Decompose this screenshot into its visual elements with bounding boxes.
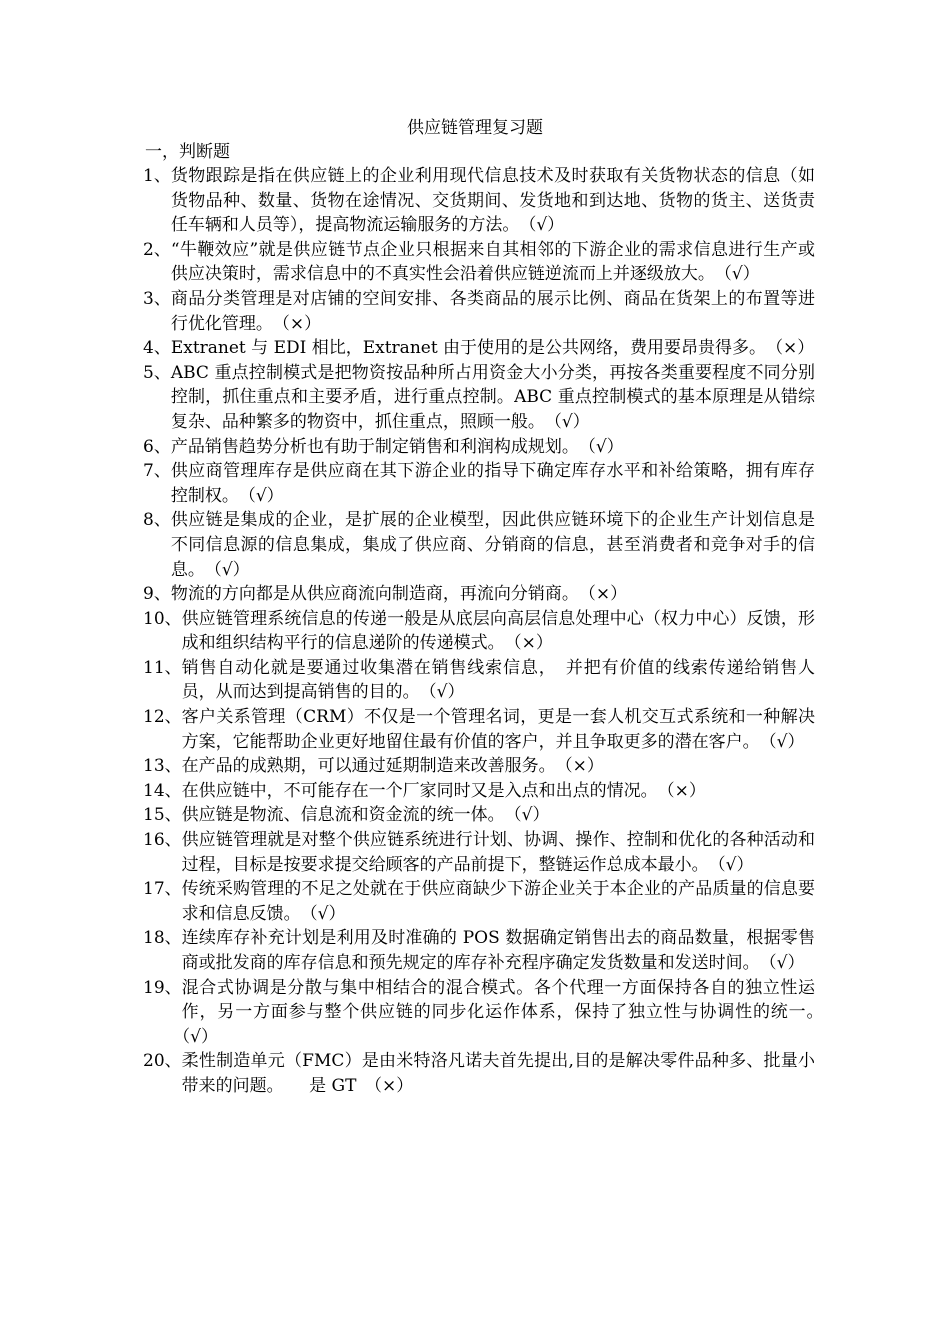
question-number: 6、 [143,436,171,457]
question-number: 16、 [143,830,182,851]
question-item [143,803,815,828]
question-item [143,607,815,656]
question-body [182,877,815,926]
question-item [143,976,815,1050]
question-text: 在产品的成熟期，可以通过延期制造来改善服务。 [181,756,548,777]
question-body [171,508,815,582]
question-item [143,1049,815,1098]
question-text: 混合式协调是分散与集中相结合的混合模式。各个代理一方面保持各自的独立性运作，另一方面参与整个供应链的同步化运作体系，保持了独立性与协调性的统一。 [181,977,815,1023]
question-number: 5、 [143,362,171,383]
question-text: 在供应链中，不可能存在一个厂家同时又是入点和出点的情况。 [181,780,650,801]
question-item [143,705,815,754]
document-title: 供应链管理复习题 [407,118,543,138]
question-item [143,877,815,926]
question-answer: （√） [513,805,550,826]
question-text: 传统采购管理的不足之处就在于供应商缺少下游企业关于本企业的产品质量的信息要求和信息反馈。 [181,879,815,924]
question-body [171,287,815,336]
question-answer: （√） [213,559,250,580]
question-item [143,656,815,705]
question-item [143,459,815,508]
question-body [171,238,815,287]
question-number: 10、 [143,608,182,629]
question-text: 产品销售趋势分析也有助于制定销售和利润构成规划。 [170,436,571,457]
question-number: 3、 [143,288,171,309]
question-text: 客户关系管理（CRM）不仅是一个管理名词，更是一套人机交互式系统和一种解决方案，它能帮助企业更好地留住最有价值的客户，并且争取更多的潜在客户。 [181,707,815,752]
question-number: 19、 [143,977,182,998]
question-item [143,754,815,779]
question-answer: （×） [513,633,553,654]
question-body [171,582,815,607]
question-body [182,828,815,877]
question-body [182,779,815,804]
question-text: “牛鞭效应”就是供应链节点企业只根据来自其相邻的下游企业的需求信息进行生产或供应决策时，需求信息中的不真实性会沿着供应链逆流而上并逐级放大。 [170,239,815,285]
question-number: 2、 [143,239,171,260]
question-item [143,435,815,460]
question-answer: （√） [247,485,284,506]
question-text: 货物跟踪是指在供应链上的企业利用现代信息技术及时获取有关货物状态的信息（如货物品种、数量、货物在途情况、交货期间、发货地和到达地、货物的货主、送货责任车辆和人员等），提高物流运输服务的方法。 [170,166,815,236]
question-list [143,164,815,1099]
question-number: 20、 [143,1051,182,1072]
question-text: 商品分类管理是对店铺的空间安排、各类商品的展示比例、商品在货架上的布置等进行优化管理。 [170,288,815,334]
question-item [143,779,815,804]
question-text: 连续库存补充计划是利用及时准确的 POS 数据确定销售出去的商品数量，根据零售商或批发商的库存信息和预先规定的库存补充程序确定发货数量和发送时间。 [181,928,815,973]
question-text: 柔性制造单元（FMC）是由米特洛凡诺夫首先提出,目的是解决零件品种多、批量小带来的问题。 是 GT [181,1051,815,1096]
question-answer: （×） [587,584,628,605]
question-text: 供应链管理就是对整个供应链系统进行计划、协调、操作、控制和优化的各种活动和过程，目标是按要求提交给顾客的产品前提下，整链运作总成本最小。 [181,830,815,875]
question-number: 9、 [143,584,171,605]
question-body [182,705,815,754]
question-answer: （√） [553,411,590,432]
question-item [143,508,815,582]
question-answer: （√） [587,436,624,457]
question-answer: （×） [666,780,706,801]
question-number: 8、 [143,510,171,531]
question-body [182,976,815,1050]
question-body [182,656,815,705]
question-answer: （√） [723,264,760,285]
question-item [143,828,815,877]
question-item [143,238,815,287]
question-body [171,361,815,435]
question-item [143,287,815,336]
question-body [171,164,815,238]
question-body [182,1049,815,1098]
question-number: 11、 [143,657,182,678]
question-number: 18、 [143,928,182,949]
question-answer: （√） [527,215,565,236]
question-answer: （√） [428,682,465,703]
question-answer: （×） [281,313,322,334]
question-answer: （√） [181,1026,218,1047]
question-body [171,435,815,460]
question-text: ABC 重点控制模式是把物资按品种所占用资金大小分类，再按各类重要程度不同分别控制，抓住重点和主要矛盾，进行重点控制。ABC 重点控制模式的基本原理是从错综复杂、品种繁多的物资中，抓住重点，照顾一般。 [170,362,815,432]
question-answer: （×） [373,1075,414,1096]
question-answer: （√） [309,903,346,924]
question-item [143,582,815,607]
question-number: 14、 [143,780,182,801]
question-number: 17、 [143,879,182,900]
question-body [182,926,815,975]
question-body [182,607,815,656]
question-answer: （√） [768,731,805,752]
question-text: 供应链是集成的企业，是扩展的企业模型，因此供应链环境下的企业生产计划信息是不同信息源的信息集成，集成了供应商、分销商的信息，甚至消费者和竞争对手的信息。 [170,510,815,580]
question-answer: （√） [717,854,754,875]
question-body [171,459,815,508]
question-item [143,336,815,361]
question-text: 供应链管理系统信息的传递一般是从底层向高层信息处理中心（权力中心）反馈，形成和组织结构平行的信息递阶的传递模式。 [181,608,815,654]
question-body [171,336,815,361]
question-number: 4、 [143,338,171,359]
question-number: 1、 [143,166,171,186]
question-number: 13、 [143,756,182,777]
question-text: 物流的方向都是从供应商流向制造商，再流向分销商。 [170,584,571,605]
question-text: 供应商管理库存是供应商在其下游企业的指导下确定库存水平和补给策略，拥有库存控制权。 [170,461,815,506]
question-body [182,754,815,779]
question-item [143,164,815,238]
question-text: 销售自动化就是要通过收集潜在销售线索信息， 并把有价值的线索传递给销售人员，从而达到提高销售的目的。 [181,657,815,703]
question-text: Extranet 与 EDI 相比，Extranet 由于使用的是公共网络，费用要昂贵得多。 [170,338,758,359]
question-answer: （×） [564,756,604,777]
question-number: 12、 [143,707,182,728]
question-answer: （×） [774,338,815,359]
section-heading: 一，判断题 [145,142,230,162]
question-text: 供应链是物流、信息流和资金流的统一体。 [181,805,497,826]
question-body [182,803,815,828]
question-answer: （√） [768,953,805,973]
question-item [143,361,815,435]
question-item [143,926,815,975]
question-number: 15、 [143,805,182,826]
question-number: 7、 [143,461,171,482]
